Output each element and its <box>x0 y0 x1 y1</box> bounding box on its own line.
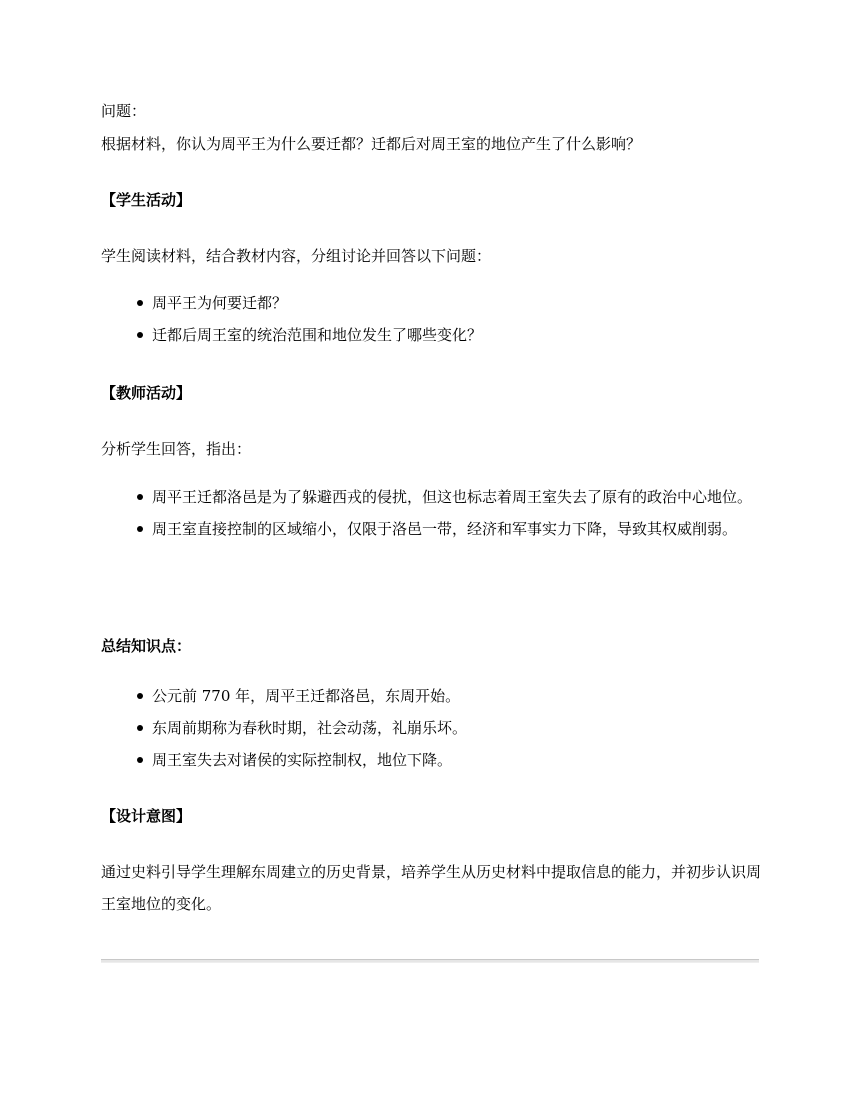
question-label: 问题： <box>101 102 147 120</box>
list-item-text: 东周前期称为春秋时期，社会动荡，礼崩乐坏。 <box>152 719 468 737</box>
bullet-icon <box>137 300 143 306</box>
summary-heading: 总结知识点： <box>101 637 192 655</box>
teacher-activity-intro: 分析学生回答，指出： <box>101 440 252 458</box>
list-item <box>101 481 761 513</box>
list-item-text: 周王室失去对诸侯的实际控制权，地位下降。 <box>152 751 453 769</box>
student-activity-intro: 学生阅读材料，结合教材内容，分组讨论并回答以下问题： <box>101 247 492 265</box>
list-item <box>101 680 761 712</box>
bullet-icon <box>137 526 143 532</box>
bullet-icon <box>137 757 143 763</box>
bullet-icon <box>137 332 143 338</box>
list-item <box>101 744 761 776</box>
summary-list <box>101 680 761 776</box>
question-text: 根据材料，你认为周平王为什么要迁都？迁都后对周王室的地位产生了什么影响？ <box>101 135 642 153</box>
bullet-icon <box>137 725 143 731</box>
design-intent-heading: 【设计意图】 <box>101 807 192 825</box>
student-activity-list <box>101 287 761 351</box>
student-activity-heading: 【学生活动】 <box>101 191 192 209</box>
list-item <box>101 319 761 351</box>
list-item-text: 周平王为何要迁都？ <box>152 294 288 312</box>
bullet-icon <box>137 693 143 699</box>
teacher-activity-list <box>101 481 761 545</box>
list-item-text: 公元前 770 年，周平王迁都洛邑，东周开始。 <box>152 687 461 705</box>
list-item-text: 迁都后周王室的统治范围和地位发生了哪些变化？ <box>152 326 483 344</box>
design-intent-text: 通过史料引导学生理解东周建立的历史背景，培养学生从历史材料中提取信息的能力，并初步认识周王室地位的变化。 <box>101 863 762 913</box>
teacher-activity-heading: 【教师活动】 <box>101 384 192 402</box>
bullet-icon <box>137 494 143 500</box>
list-item <box>101 712 761 744</box>
list-item-text: 周平王迁都洛邑是为了躲避西戎的侵扰，但这也标志着周王室失去了原有的政治中心地位。 <box>152 488 753 506</box>
list-item-text: 周王室直接控制的区域缩小，仅限于洛邑一带，经济和军事实力下降，导致其权威削弱。 <box>152 520 738 538</box>
list-item <box>101 287 761 319</box>
horizontal-divider <box>101 959 759 963</box>
list-item <box>101 513 761 545</box>
